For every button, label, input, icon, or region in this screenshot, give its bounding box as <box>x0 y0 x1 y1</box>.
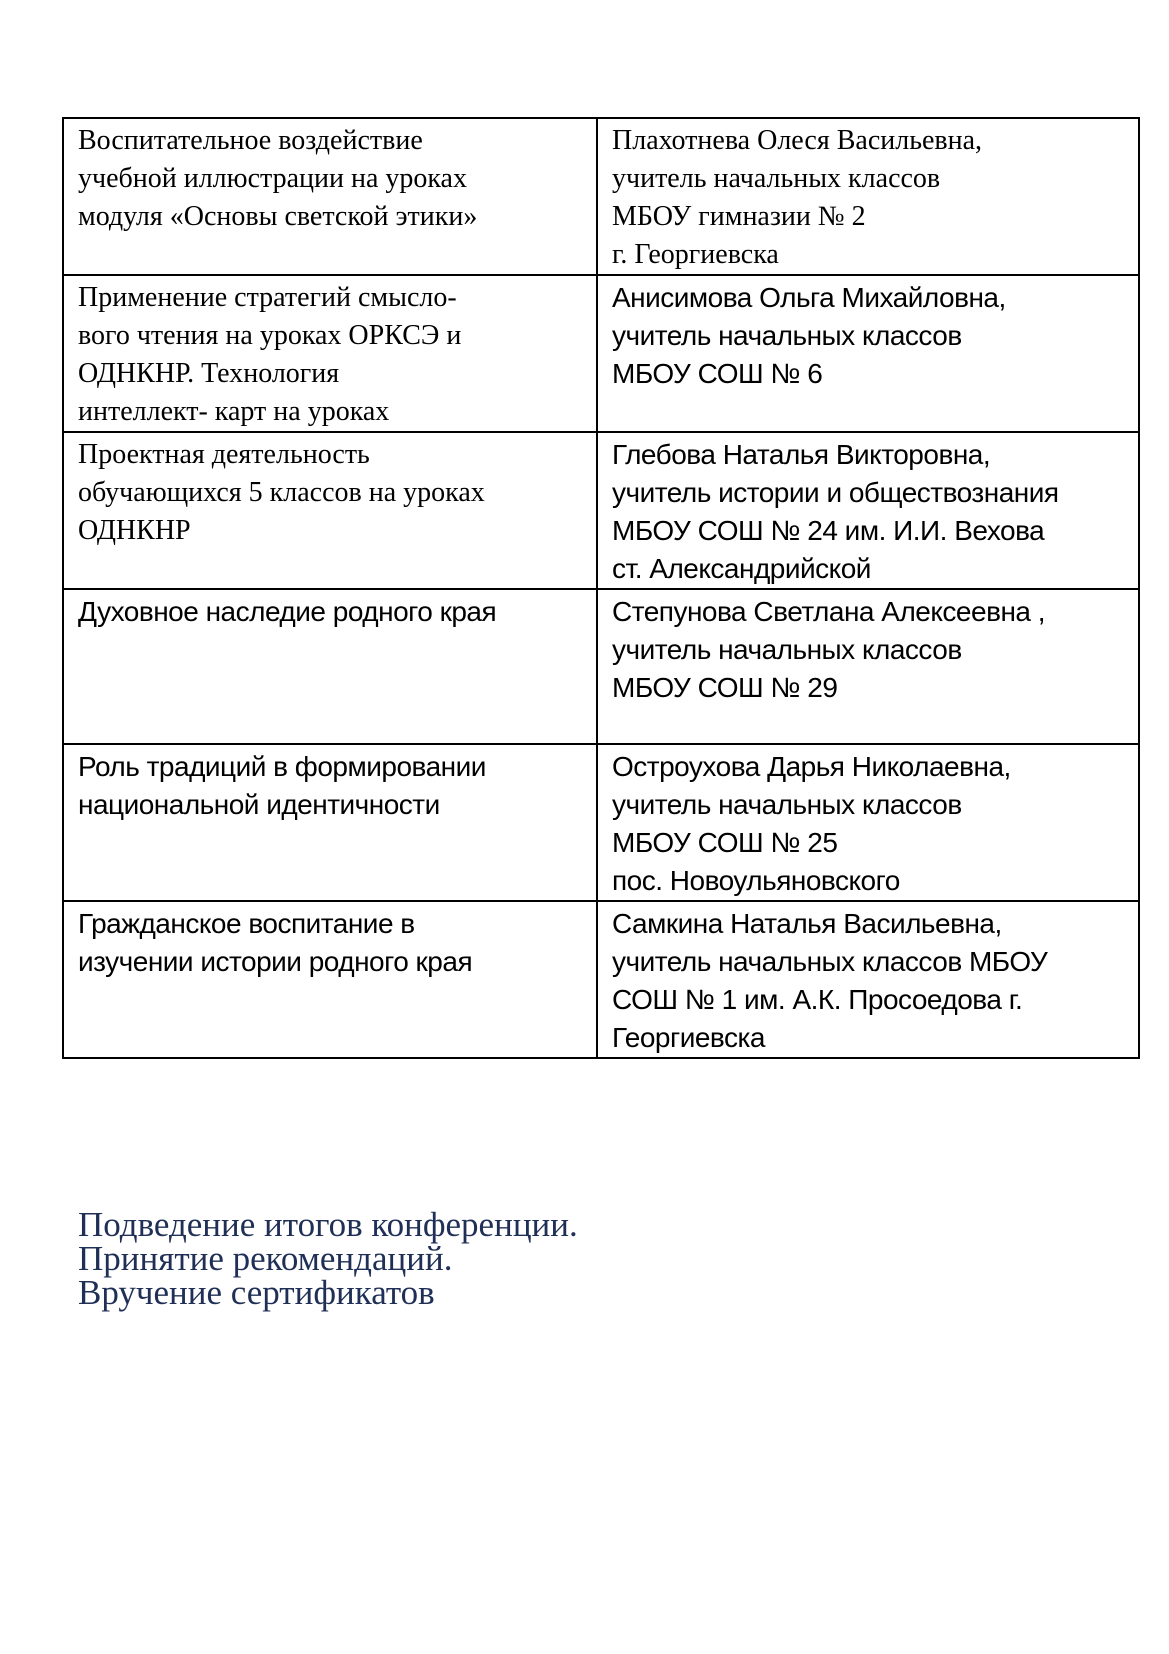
closing-line-recommendations: Принятие рекомендаций. <box>78 1239 453 1278</box>
topic-cell: Гражданское воспитание в изучении истории родного края <box>63 901 597 1058</box>
table-row <box>63 589 1139 744</box>
table-row <box>63 275 1139 432</box>
speaker-cell: Самкина Наталья Васильевна, учитель начальных классов МБОУ СОШ № 1 им. А.К. Просоедова г. Георгиевска <box>597 901 1139 1058</box>
topic-cell: Воспитательное воздействие учебной иллюстрации на уроках модуля «Основы светской этики» <box>63 118 597 275</box>
speaker-cell: Анисимова Ольга Михайловна, учитель начальных классов МБОУ СОШ № 6 <box>597 275 1139 432</box>
table-row <box>63 432 1139 589</box>
topic-cell: Духовное наследие родного края <box>63 589 597 744</box>
topic-cell: Роль традиций в формировании национальной идентичности <box>63 744 597 901</box>
speaker-cell: Плахотнева Олеся Васильевна, учитель начальных классов МБОУ гимназии № 2 г. Георгиевска <box>597 118 1139 275</box>
speaker-cell: Степунова Светлана Алексеевна , учитель начальных классов МБОУ СОШ № 29 <box>597 589 1139 744</box>
table-row <box>63 118 1139 275</box>
closing-line-summary: Подведение итогов конференции. <box>78 1205 578 1244</box>
speaker-cell: Остроухова Дарья Николаевна, учитель начальных классов МБОУ СОШ № 25 пос. Новоульяновского <box>597 744 1139 901</box>
program-table <box>62 117 1140 1059</box>
topic-cell: Применение стратегий смысло- вого чтения на уроках ОРКСЭ и ОДНКНР. Технология интеллект- карт на уроках <box>63 275 597 432</box>
table-row <box>63 901 1139 1058</box>
closing-block <box>78 1205 578 1312</box>
topic-cell: Проектная деятельность обучающихся 5 классов на уроках ОДНКНР <box>63 432 597 589</box>
closing-line-certificates: Вручение сертификатов <box>78 1273 435 1312</box>
speaker-cell: Глебова Наталья Викторовна, учитель истории и обществознания МБОУ СОШ № 24 им. И.И. Вехова ст. Александрийской <box>597 432 1139 589</box>
table-row <box>63 744 1139 901</box>
